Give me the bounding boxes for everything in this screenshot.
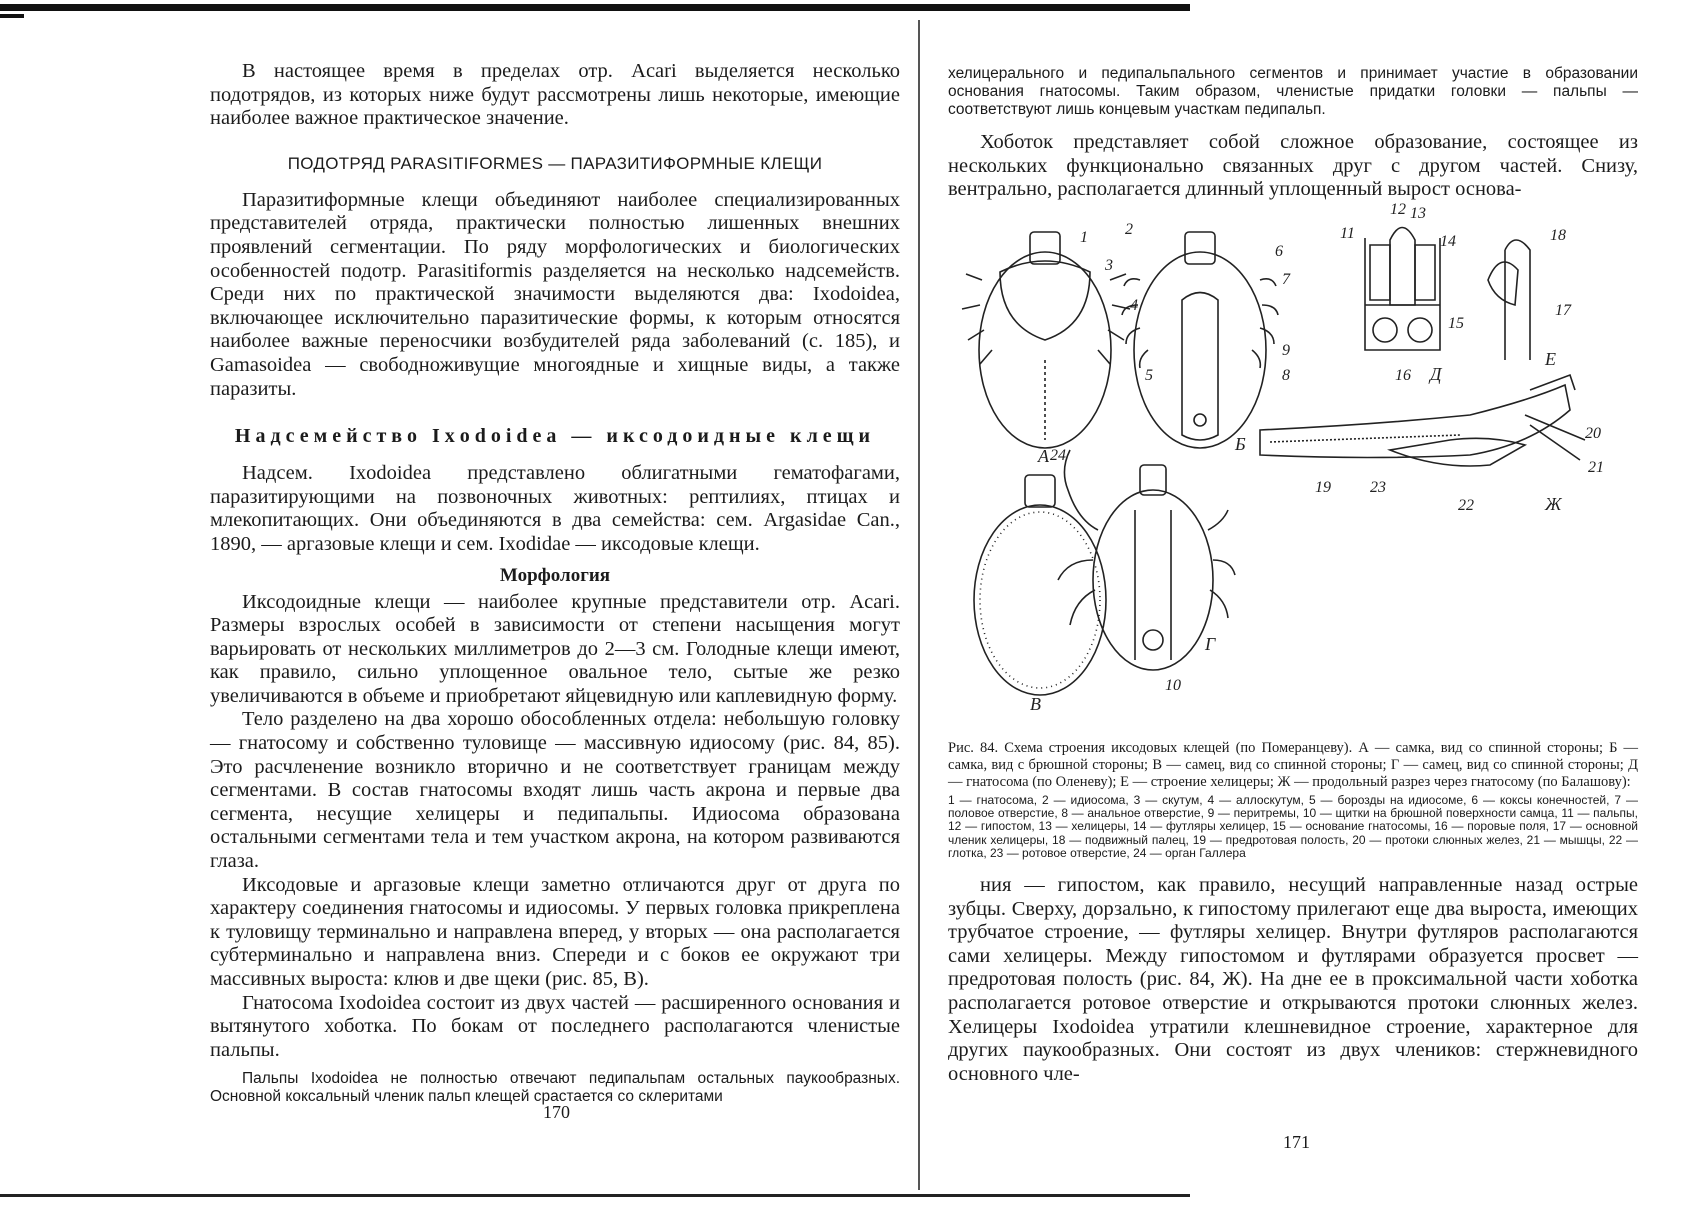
figure-label-zh: Ж (1545, 494, 1562, 514)
callout-18: 18 (1550, 227, 1566, 244)
paragraph: Хоботок представляет собой сложное образование, состоящее из нескольких функционально связанных друг с другом частей. Снизу, вентрально, располагается длинный уплощенный вырост основа- (948, 131, 1638, 201)
page-number-left: 170 (543, 1102, 570, 1122)
callout-17: 17 (1555, 302, 1571, 319)
figure-label-b: Б (1235, 434, 1246, 454)
paragraph: Гнатосома Ixodoidea состоит из двух частей — расширенного основания и вытянутого хоботка. По бокам от последнего располагаются членистые пальпы. (210, 991, 900, 1061)
figure-label-g: Г (1205, 634, 1216, 654)
callout-21: 21 (1588, 459, 1604, 476)
paragraph: Иксодоидные клещи — наиболее крупные представители отр. Acari. Размеры взрослых особей в зависимости от степени насыщения могут варьировать от нескольких миллиметров до 2—3 см. Голодные клещи имеют, как правило, сильно уплощенное овальное тело, сытые же резко увеличиваются в объеме и приобретают яйцевидную или каплевидную форму. (210, 590, 900, 707)
paragraph: ния — гипостом, как правило, несущий направленные назад острые зубцы. Сверху, дорзально, к гипостому прилегают еще два выроста, имеющих трубчатое строение, — футляры хелицер. Внутри футляров располагаются сами хелицеры. Между гипостомом и футлярами образуется просвет — предротовая полость (рис. 84, Ж). На дне ее в проксимальной части хоботка располагается ротовое отверстие и открываются протоки слюнных желез. Хелицеры Ixodoidea утратили клешневидное строение, характерное для других паукообразных. Они состоят из двух члеников: стержневидного основного чле- (948, 874, 1638, 1085)
callout-24: 24 (1050, 447, 1066, 464)
callout-6: 6 (1275, 243, 1283, 260)
paragraph: Надсем. Ixodoidea представлено облигатными гематофагами, паразитирующими на позвоночных животных: рептилиях, птицах и млекопитающих. Они объединяются в два семейства: сем. Argasidae Can., 1890, — аргазовые клещи и сем. Ixodidae — иксодовые клещи. (210, 462, 900, 555)
right-page-top (948, 65, 1638, 202)
figure-caption: Рис. 84. Схема строения иксодовых клещей (по Померанцеву). А — самка, вид со спинной стороны; Б — самка, вид с брюшной стороны; В — самец, вид со спинной стороны; Г — самец, вид со спинной стороны; Д — гнатосома (по Оленеву); Е — строение хелицеры; Ж — продольный разрез через гнатосому (по Балашову): (948, 740, 1638, 790)
callout-19: 19 (1315, 479, 1331, 496)
callout-9: 9 (1282, 342, 1290, 359)
superfamily-heading: Надсемейство Ixodoidea — иксодоидные клещи (234, 425, 876, 448)
callout-12: 12 (1390, 201, 1406, 218)
figure-e-chelicera (1488, 240, 1530, 360)
callout-14: 14 (1440, 233, 1456, 250)
paragraph: Иксодовые и аргазовые клещи заметно отличаются друг от друга по характеру соединения гнатосомы и идиосомы. У первых головка прикреплена к туловищу терминально и направлена вперед, у вторых — она располагается субтерминально и направлена вниз. Спереди и с боков ее окружают три массивных выроста: клюв и две щеки (рис. 85, В). (210, 873, 900, 990)
callout-10: 10 (1165, 677, 1181, 694)
page-number-right: 171 (1283, 1132, 1310, 1152)
figure-d-gnathosoma (1365, 228, 1440, 351)
callout-2: 2 (1125, 221, 1133, 238)
callout-7: 7 (1282, 271, 1290, 288)
footnote-text: Пальпы Ixodoidea не полностью отвечают педипальпам остальных паукообразных. Основной коксальный членик пальп клещей срастается со склеритами (210, 1070, 900, 1106)
figure-label-d: Д (1430, 364, 1442, 384)
tick-anatomy-figure (970, 201, 1640, 730)
figure-label-v: В (1030, 694, 1041, 714)
callout-23: 23 (1370, 479, 1386, 496)
scan-bottom-edge (0, 1194, 1190, 1197)
callout-1: 1 (1080, 229, 1088, 246)
paragraph: Тело разделено на два хорошо обособленных отдела: небольшую головку — гнатосому и собственно туловище — массивную идиосому (рис. 84, 85). Это расчленение возникло вторично и не соответствует границам между сегментами. В состав гнатосомы входят лишь часть акрона и первые два сегмента, несущие хелицеры и педипальпы. Идиосома образована остальными сегментами тела и тем участком акрона, на котором развиваются глаза. (210, 708, 900, 873)
callout-3: 3 (1105, 257, 1113, 274)
figure-label-e: Е (1545, 349, 1556, 369)
callout-4: 4 (1130, 297, 1138, 314)
callout-8: 8 (1282, 367, 1290, 384)
callout-20: 20 (1585, 425, 1601, 442)
figure-b-female-ventral (1122, 232, 1278, 448)
paragraph: В настоящее время в пределах отр. Acari выделяется несколько подотрядов, из которых ниже будут рассмотрены лишь некоторые, имеющие наиболее важное практическое значение. (210, 60, 900, 130)
section-heading: ПОДОТРЯД PARASITIFORMES — ПАРАЗИТИФОРМНЫЕ КЛЕЩИ (287, 153, 823, 173)
book-spine-line (918, 20, 920, 1190)
callout-15: 15 (1448, 315, 1464, 332)
callout-22: 22 (1458, 497, 1474, 514)
callout-11: 11 (1340, 225, 1355, 242)
scan-top-edge (0, 4, 1190, 11)
figure-v-male-dorsal (974, 475, 1106, 695)
scan-corner-mark (0, 14, 24, 18)
left-page (210, 60, 900, 1106)
footnote-continuation: хелицерального и педипальпального сегментов и принимает участие в образовании основания гнатосомы. Таким образом, членистые придатки головки — пальпы — соответствуют лишь концевым участкам педипальп. (948, 65, 1638, 118)
subsection-heading: Морфология (499, 564, 611, 586)
callout-5: 5 (1145, 367, 1153, 384)
figure-caption-block (948, 740, 1638, 1086)
figure-legend: 1 — гнатосома, 2 — идиосома, 3 — скутум, 4 — аллоскутум, 5 — борозды на идиосоме, 6 — коксы конечностей, 7 — половое отверстие, 8 — анальное отверстие, 9 — перитремы, 10 — щитки на брюшной поверхности самца, 11 — пальпы, 12 — гипостом, 13 — хелицеры, 14 — футляры хелицер, 15 — основание гнатосомы, 16 — поровые поля, 17 — основной членик хелицеры, 18 — подвижный палец, 19 — предротовая полость, 20 — протоки слюнных желез, 21 — мышцы, 22 — глотка, 23 — ротовое отверстие, 24 — орган Галлера (948, 793, 1638, 860)
callout-16: 16 (1395, 367, 1411, 384)
paragraph: Паразитиформные клещи объединяют наиболее специализированных представителей отряда, практически полностью лишенных внешних проявлений сегментации. По ряду морфологических и биологических особенностей подотр. Parasitiformis разделяется на несколько надсемейств. Среди них по практической значимости выделяются два: Ixodoidea, включающее исключительно паразитические формы, к которым относятся наиболее важные переносчики возбудителей ряда заболеваний (с. 185), и Gamasoidea — свободноживущие многоядные и хищные виды, а также паразиты. (210, 188, 900, 400)
figure-zh-longitudinal-section (1260, 375, 1585, 466)
figure-label-a: А (1038, 446, 1049, 466)
callout-13: 13 (1410, 205, 1426, 222)
